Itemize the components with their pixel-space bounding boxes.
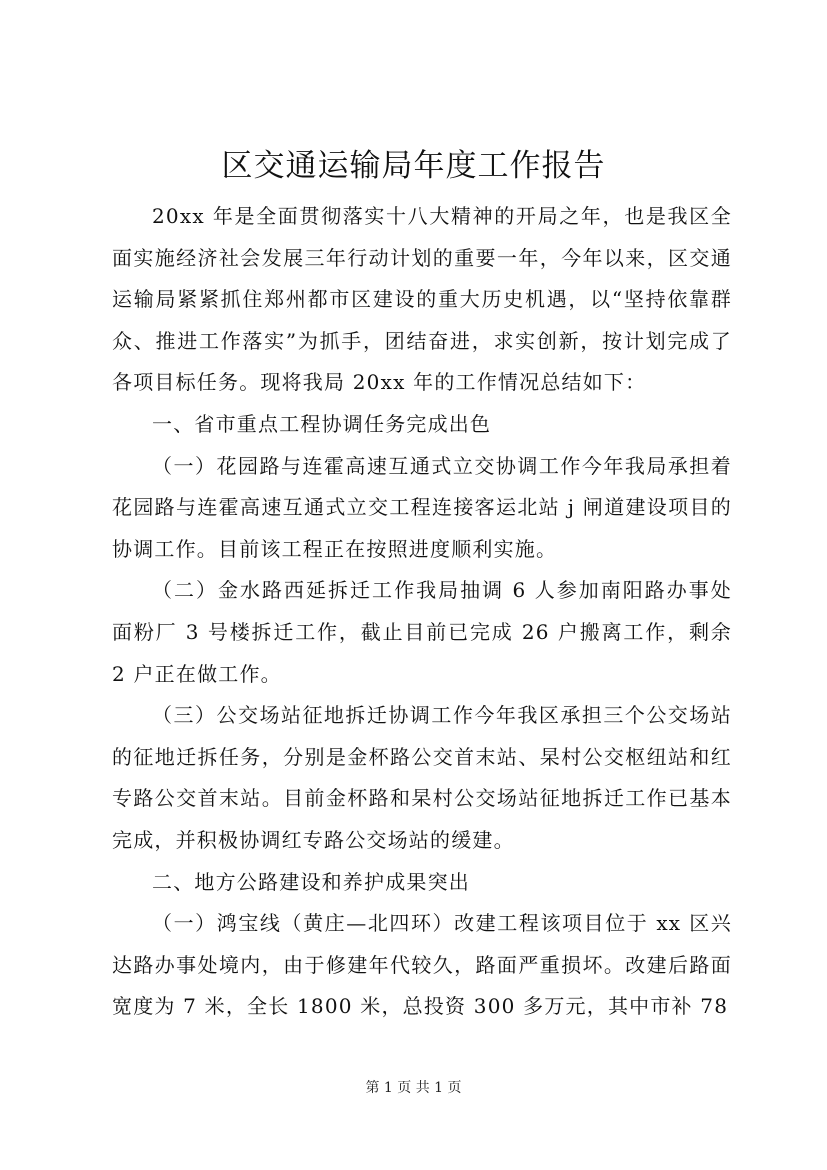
paragraph-item-1-3: （三）公交场站征地拆迁协调工作今年我区承担三个公交场站的征地迁拆任务，分别是金杯路公交首末站、杲村公交枢纽站和红专路公交首末站。目前金杯路和杲村公交场站征地拆迁工作已基本完成，并积极协调红专路公交场站的缓建。 <box>112 703 732 852</box>
section-heading-2: 二、地方公路建设和养护成果突出 <box>152 869 470 894</box>
paragraph-item-1-2: （二）金水路西延拆迁工作我局抽调 6 人参加南阳路办事处面粉厂 3 号楼拆迁工作，截止目前已完成 26 户搬离工作，剩余 2 户正在做工作。 <box>112 578 732 686</box>
document-body <box>112 196 732 1028</box>
section-heading-1: 一、省市重点工程协调任务完成出色 <box>152 411 492 436</box>
paragraph-item-2-1: （一）鸿宝线（黄庄—北四环）改建工程该项目位于 xx 区兴达路办事处境内，由于修建年代较久，路面严重损坏。改建后路面宽度为 7 米，全长 1800 米，总投资 300 多万元，其中市补 78 <box>112 911 732 1019</box>
page-footer <box>0 1078 827 1098</box>
paragraph-intro: 20xx 年是全面贯彻落实十八大精神的开局之年，也是我区全面实施经济社会发展三年行动计划的重要一年，今年以来，区交通运输局紧紧抓住郑州都市区建设的重大历史机遇，以“坚持依靠群众、推进工作落实”为抓手，团结奋进，求实创新，按计划完成了各项目标任务。现将我局 20xx 年的工作情况总结如下： <box>112 204 732 395</box>
page-number-label: 第 1 页 共 1 页 <box>365 1080 462 1096</box>
document-title: 区交通运输局年度工作报告 <box>221 148 606 184</box>
paragraph-item-1-1: （一）花园路与连霍高速互通式立交协调工作今年我局承担着花园路与连霍高速互通式立交工程连接客运北站 j 闸道建设项目的协调工作。目前该工程正在按照进度顺利实施。 <box>112 453 732 561</box>
